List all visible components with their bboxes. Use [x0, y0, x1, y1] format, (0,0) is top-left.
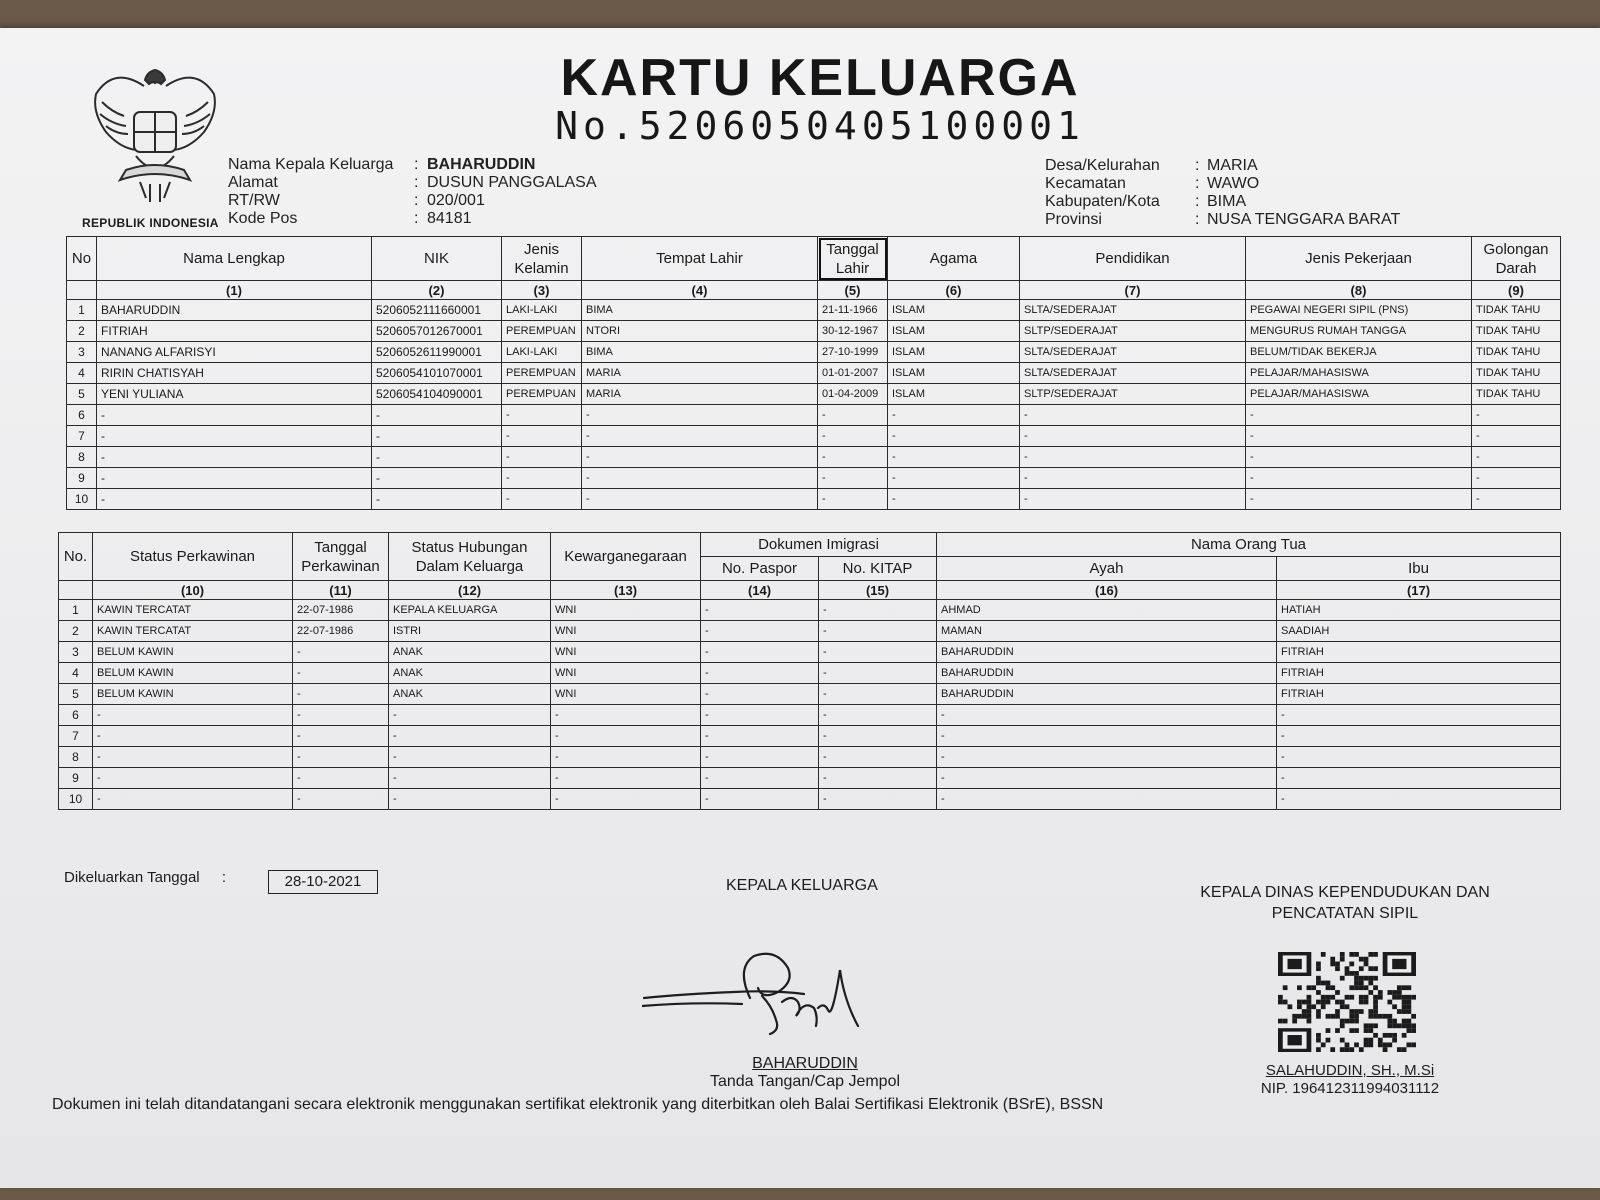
- marriage-date: -: [293, 747, 389, 768]
- marital-status: BELUM KAWIN: [93, 663, 293, 684]
- column-header: No. KITAP: [819, 557, 937, 581]
- member-name: YENI YULIANA: [97, 384, 372, 405]
- member-birthdate: -: [818, 405, 888, 426]
- head-of-family-signer: [700, 1055, 910, 1091]
- member-nik: 5206057012670001: [372, 321, 502, 342]
- row-number: 8: [67, 447, 97, 468]
- member-birthplace: BIMA: [582, 342, 818, 363]
- column-header: Pendidikan: [1020, 237, 1246, 281]
- table-row: [59, 642, 1561, 663]
- member-gender: -: [502, 426, 582, 447]
- member-name: RIRIN CHATISYAH: [97, 363, 372, 384]
- member-blood-type: TIDAK TAHU: [1472, 342, 1561, 363]
- member-birthplace: MARIA: [582, 384, 818, 405]
- member-occupation: BELUM/TIDAK BEKERJA: [1246, 342, 1472, 363]
- member-birthplace: BIMA: [582, 300, 818, 321]
- member-blood-type: -: [1472, 405, 1561, 426]
- kitap-number: -: [819, 621, 937, 642]
- father-name: -: [937, 726, 1277, 747]
- column-header: No.: [59, 533, 93, 581]
- kitap-number: -: [819, 642, 937, 663]
- column-header: Tanggal Lahir: [818, 237, 888, 281]
- family-status-table: [58, 532, 1561, 810]
- table-row: [67, 447, 1561, 468]
- father-name: -: [937, 789, 1277, 810]
- row-number: 10: [67, 489, 97, 510]
- table-row: [59, 768, 1561, 789]
- info-label: RT/RW: [228, 192, 280, 209]
- row-number: 9: [59, 768, 93, 789]
- table-row: [59, 663, 1561, 684]
- member-education: SLTA/SEDERAJAT: [1020, 300, 1246, 321]
- member-name: -: [97, 468, 372, 489]
- member-religion: -: [888, 426, 1020, 447]
- member-birthdate: 27-10-1999: [818, 342, 888, 363]
- member-birthdate: 30-12-1967: [818, 321, 888, 342]
- passport-number: -: [701, 705, 819, 726]
- table-row: [67, 489, 1561, 510]
- row-number: 2: [67, 321, 97, 342]
- signer-caption: Tanda Tangan/Cap Jempol: [709, 1073, 901, 1090]
- marriage-date: -: [293, 663, 389, 684]
- mother-name: -: [1277, 789, 1561, 810]
- mother-name: SAADIAH: [1277, 621, 1561, 642]
- family-relationship: -: [389, 705, 551, 726]
- family-relationship: -: [389, 726, 551, 747]
- passport-number: -: [701, 663, 819, 684]
- mother-name: -: [1277, 747, 1561, 768]
- family-members-table: [66, 236, 1561, 510]
- member-blood-type: TIDAK TAHU: [1472, 363, 1561, 384]
- column-number: (1): [97, 281, 372, 300]
- member-gender: -: [502, 447, 582, 468]
- table-row: [67, 426, 1561, 447]
- row-number: 5: [67, 384, 97, 405]
- row-number: 5: [59, 684, 93, 705]
- member-occupation: PEGAWAI NEGERI SIPIL (PNS): [1246, 300, 1472, 321]
- info-value: MARIA: [1207, 157, 1258, 174]
- passport-number: -: [701, 600, 819, 621]
- info-label: Provinsi: [1045, 211, 1102, 228]
- citizenship: -: [551, 747, 701, 768]
- citizenship: WNI: [551, 684, 701, 705]
- column-header: No. Paspor: [701, 557, 819, 581]
- column-header: Nama Lengkap: [97, 237, 372, 281]
- column-number: (10): [93, 581, 293, 600]
- column-number: (14): [701, 581, 819, 600]
- member-education: SLTA/SEDERAJAT: [1020, 342, 1246, 363]
- father-name: AHMAD: [937, 600, 1277, 621]
- marital-status: -: [93, 705, 293, 726]
- citizenship: -: [551, 789, 701, 810]
- info-label: Kode Pos: [228, 210, 298, 227]
- mother-name: -: [1277, 726, 1561, 747]
- marital-status: BELUM KAWIN: [93, 684, 293, 705]
- member-education: -: [1020, 489, 1246, 510]
- member-birthplace: -: [582, 447, 818, 468]
- member-gender: -: [502, 489, 582, 510]
- member-nik: -: [372, 489, 502, 510]
- column-header: Jenis Kelamin: [502, 237, 582, 281]
- member-religion: -: [888, 468, 1020, 489]
- column-number: (17): [1277, 581, 1561, 600]
- family-relationship: ANAK: [389, 663, 551, 684]
- member-gender: PEREMPUAN: [502, 384, 582, 405]
- father-name: BAHARUDDIN: [937, 642, 1277, 663]
- signature-scribble: [642, 946, 862, 1056]
- table-row: [59, 621, 1561, 642]
- mother-name: FITRIAH: [1277, 642, 1561, 663]
- table-row: [59, 726, 1561, 747]
- column-number: (15): [819, 581, 937, 600]
- column-header: No: [67, 237, 97, 281]
- member-birthdate: -: [818, 468, 888, 489]
- member-blood-type: -: [1472, 447, 1561, 468]
- member-religion: -: [888, 489, 1020, 510]
- member-blood-type: TIDAK TAHU: [1472, 321, 1561, 342]
- column-number: (7): [1020, 281, 1246, 300]
- mother-name: -: [1277, 768, 1561, 789]
- info-value: BIMA: [1207, 193, 1247, 210]
- member-religion: ISLAM: [888, 384, 1020, 405]
- member-gender: LAKI-LAKI: [502, 300, 582, 321]
- member-religion: ISLAM: [888, 321, 1020, 342]
- member-nik: -: [372, 468, 502, 489]
- father-name: -: [937, 768, 1277, 789]
- member-birthplace: -: [582, 426, 818, 447]
- member-blood-type: -: [1472, 468, 1561, 489]
- member-occupation: -: [1246, 489, 1472, 510]
- column-header: Agama: [888, 237, 1020, 281]
- column-number: (16): [937, 581, 1277, 600]
- official-title: KEPALA DINAS KEPENDUDUKAN DAN PENCATATAN SIPIL: [1200, 884, 1490, 922]
- table-row: [67, 363, 1561, 384]
- member-birthdate: 01-01-2007: [818, 363, 888, 384]
- member-occupation: -: [1246, 426, 1472, 447]
- passport-number: -: [701, 621, 819, 642]
- member-birthplace: -: [582, 489, 818, 510]
- marital-status: KAWIN TERCATAT: [93, 621, 293, 642]
- member-gender: -: [502, 468, 582, 489]
- table-row: [67, 300, 1561, 321]
- marriage-date: -: [293, 705, 389, 726]
- member-birthplace: NTORI: [582, 321, 818, 342]
- mother-name: FITRIAH: [1277, 684, 1561, 705]
- mother-name: -: [1277, 705, 1561, 726]
- table-row: [59, 684, 1561, 705]
- info-label: Nama Kepala Keluarga: [228, 156, 394, 173]
- column-header: NIK: [372, 237, 502, 281]
- passport-number: -: [701, 684, 819, 705]
- citizenship: WNI: [551, 642, 701, 663]
- member-religion: -: [888, 405, 1020, 426]
- father-name: -: [937, 705, 1277, 726]
- info-label: Kabupaten/Kota: [1045, 193, 1160, 210]
- column-header: Golongan Darah: [1472, 237, 1561, 281]
- member-name: -: [97, 489, 372, 510]
- member-gender: PEREMPUAN: [502, 321, 582, 342]
- member-nik: 5206054101070001: [372, 363, 502, 384]
- member-education: -: [1020, 468, 1246, 489]
- father-name: BAHARUDDIN: [937, 663, 1277, 684]
- info-label: Alamat: [228, 174, 278, 191]
- member-name: -: [97, 447, 372, 468]
- passport-number: -: [701, 768, 819, 789]
- column-header: Status Hubungan Dalam Keluarga: [389, 533, 551, 581]
- family-relationship: ISTRI: [389, 621, 551, 642]
- family-relationship: -: [389, 789, 551, 810]
- table-row: [59, 600, 1561, 621]
- document-title: KARTU KELUARGA: [560, 49, 1080, 107]
- mother-name: HATIAH: [1277, 600, 1561, 621]
- info-value: 84181: [427, 210, 472, 227]
- member-birthplace: MARIA: [582, 363, 818, 384]
- column-header: Ayah: [937, 557, 1277, 581]
- info-value: WAWO: [1207, 175, 1260, 192]
- citizenship: -: [551, 726, 701, 747]
- marital-status: BELUM KAWIN: [93, 642, 293, 663]
- table-row: [67, 321, 1561, 342]
- column-number: (8): [1246, 281, 1472, 300]
- column-header: Jenis Pekerjaan: [1246, 237, 1472, 281]
- member-education: -: [1020, 405, 1246, 426]
- member-gender: -: [502, 405, 582, 426]
- table-row: [67, 468, 1561, 489]
- issued-date: 28-10-2021: [268, 870, 378, 894]
- member-birthdate: 21-11-1966: [818, 300, 888, 321]
- column-header: Tanggal Perkawinan: [293, 533, 389, 581]
- column-number: (3): [502, 281, 582, 300]
- passport-number: -: [701, 726, 819, 747]
- signer-name: BAHARUDDIN: [752, 1055, 858, 1072]
- passport-number: -: [701, 747, 819, 768]
- info-value: NUSA TENGGARA BARAT: [1207, 211, 1401, 228]
- marital-status: -: [93, 747, 293, 768]
- marriage-date: -: [293, 642, 389, 663]
- family-relationship: -: [389, 768, 551, 789]
- member-religion: ISLAM: [888, 363, 1020, 384]
- member-education: SLTP/SEDERAJAT: [1020, 384, 1246, 405]
- column-number: (9): [1472, 281, 1561, 300]
- official-nip: NIP. 196412311994031112: [1260, 1080, 1440, 1097]
- member-birthdate: -: [818, 426, 888, 447]
- member-religion: ISLAM: [888, 342, 1020, 363]
- kitap-number: -: [819, 705, 937, 726]
- row-number: 6: [67, 405, 97, 426]
- family-relationship: KEPALA KELUARGA: [389, 600, 551, 621]
- kitap-number: -: [819, 684, 937, 705]
- electronic-signature-note: Dokumen ini telah ditandatangani secara elektronik menggunakan sertifikat elektronik yang diterbitkan oleh Balai Sertifikasi Elektronik (BSrE), BSSN: [52, 1096, 1104, 1113]
- father-name: BAHARUDDIN: [937, 684, 1277, 705]
- column-header: Tempat Lahir: [582, 237, 818, 281]
- marital-status: -: [93, 768, 293, 789]
- row-number: 6: [59, 705, 93, 726]
- member-blood-type: -: [1472, 426, 1561, 447]
- marital-status: KAWIN TERCATAT: [93, 600, 293, 621]
- column-header: Status Perkawinan: [93, 533, 293, 581]
- member-name: -: [97, 426, 372, 447]
- kitap-number: -: [819, 726, 937, 747]
- column-number: (4): [582, 281, 818, 300]
- official-name: SALAHUDDIN, SH., M.Si: [1265, 1062, 1435, 1079]
- citizenship: WNI: [551, 600, 701, 621]
- member-occupation: -: [1246, 468, 1472, 489]
- info-value: 020/001: [427, 192, 485, 209]
- column-header: Dokumen Imigrasi: [701, 533, 937, 557]
- table-row: [67, 342, 1561, 363]
- issued-label: Dikeluarkan Tanggal :: [64, 869, 226, 886]
- kitap-number: -: [819, 768, 937, 789]
- member-birthdate: 01-04-2009: [818, 384, 888, 405]
- row-number: 9: [67, 468, 97, 489]
- member-education: SLTP/SEDERAJAT: [1020, 321, 1246, 342]
- marriage-date: -: [293, 726, 389, 747]
- member-religion: -: [888, 447, 1020, 468]
- member-religion: ISLAM: [888, 300, 1020, 321]
- column-number: [67, 281, 97, 300]
- member-blood-type: TIDAK TAHU: [1472, 300, 1561, 321]
- column-number: (12): [389, 581, 551, 600]
- column-header: Ibu: [1277, 557, 1561, 581]
- member-name: BAHARUDDIN: [97, 300, 372, 321]
- member-nik: -: [372, 405, 502, 426]
- kitap-number: -: [819, 747, 937, 768]
- member-gender: PEREMPUAN: [502, 363, 582, 384]
- table-row: [59, 747, 1561, 768]
- member-name: NANANG ALFARISYI: [97, 342, 372, 363]
- marital-status: -: [93, 726, 293, 747]
- member-occupation: MENGURUS RUMAH TANGGA: [1246, 321, 1472, 342]
- member-nik: -: [372, 447, 502, 468]
- table-row: [59, 705, 1561, 726]
- info-value: DUSUN PANGGALASA: [427, 174, 597, 191]
- father-name: MAMAN: [937, 621, 1277, 642]
- column-number: (13): [551, 581, 701, 600]
- info-label: Kecamatan: [1045, 175, 1126, 192]
- column-number: (11): [293, 581, 389, 600]
- member-birthdate: -: [818, 447, 888, 468]
- table-row: [67, 405, 1561, 426]
- member-blood-type: -: [1472, 489, 1561, 510]
- row-number: 2: [59, 621, 93, 642]
- marital-status: -: [93, 789, 293, 810]
- citizenship: WNI: [551, 621, 701, 642]
- row-number: 1: [67, 300, 97, 321]
- row-number: 4: [67, 363, 97, 384]
- member-education: -: [1020, 447, 1246, 468]
- member-nik: 5206054104090001: [372, 384, 502, 405]
- marriage-date: 22-07-1986: [293, 600, 389, 621]
- official-signer: [1220, 1062, 1480, 1098]
- qr-code-icon: [1278, 952, 1416, 1052]
- member-education: -: [1020, 426, 1246, 447]
- emblem-label: REPUBLIK INDONESIA: [82, 216, 219, 230]
- member-nik: -: [372, 426, 502, 447]
- marriage-date: 22-07-1986: [293, 621, 389, 642]
- row-number: 7: [67, 426, 97, 447]
- member-birthdate: -: [818, 489, 888, 510]
- row-number: 1: [59, 600, 93, 621]
- info-value: BAHARUDDIN: [427, 156, 536, 173]
- row-number: 3: [59, 642, 93, 663]
- column-number: [59, 581, 93, 600]
- citizenship: -: [551, 705, 701, 726]
- table-row: [59, 789, 1561, 810]
- citizenship: WNI: [551, 663, 701, 684]
- family-relationship: ANAK: [389, 684, 551, 705]
- member-nik: 5206052111660001: [372, 300, 502, 321]
- row-number: 7: [59, 726, 93, 747]
- table-row: [67, 384, 1561, 405]
- member-nik: 5206052611990001: [372, 342, 502, 363]
- kitap-number: -: [819, 600, 937, 621]
- member-birthplace: -: [582, 405, 818, 426]
- member-occupation: PELAJAR/MAHASISWA: [1246, 384, 1472, 405]
- document-number: No.5206050405100001: [555, 104, 1085, 148]
- member-occupation: PELAJAR/MAHASISWA: [1246, 363, 1472, 384]
- info-label: Desa/Kelurahan: [1045, 157, 1160, 174]
- head-of-family-title: KEPALA KELUARGA: [726, 877, 878, 894]
- citizenship: -: [551, 768, 701, 789]
- marriage-date: -: [293, 768, 389, 789]
- row-number: 4: [59, 663, 93, 684]
- column-header: Kewarganegaraan: [551, 533, 701, 581]
- member-blood-type: TIDAK TAHU: [1472, 384, 1561, 405]
- row-number: 8: [59, 747, 93, 768]
- mother-name: FITRIAH: [1277, 663, 1561, 684]
- row-number: 3: [67, 342, 97, 363]
- kitap-number: -: [819, 789, 937, 810]
- family-relationship: ANAK: [389, 642, 551, 663]
- member-education: SLTA/SEDERAJAT: [1020, 363, 1246, 384]
- member-name: FITRIAH: [97, 321, 372, 342]
- row-number: 10: [59, 789, 93, 810]
- marriage-date: -: [293, 684, 389, 705]
- member-name: -: [97, 405, 372, 426]
- father-name: -: [937, 747, 1277, 768]
- column-number: (6): [888, 281, 1020, 300]
- marriage-date: -: [293, 789, 389, 810]
- member-birthplace: -: [582, 468, 818, 489]
- member-occupation: -: [1246, 405, 1472, 426]
- member-gender: LAKI-LAKI: [502, 342, 582, 363]
- column-header: Nama Orang Tua: [937, 533, 1561, 557]
- passport-number: -: [701, 642, 819, 663]
- family-relationship: -: [389, 747, 551, 768]
- column-number: (2): [372, 281, 502, 300]
- member-occupation: -: [1246, 447, 1472, 468]
- passport-number: -: [701, 789, 819, 810]
- column-number: (5): [818, 281, 888, 300]
- kitap-number: -: [819, 663, 937, 684]
